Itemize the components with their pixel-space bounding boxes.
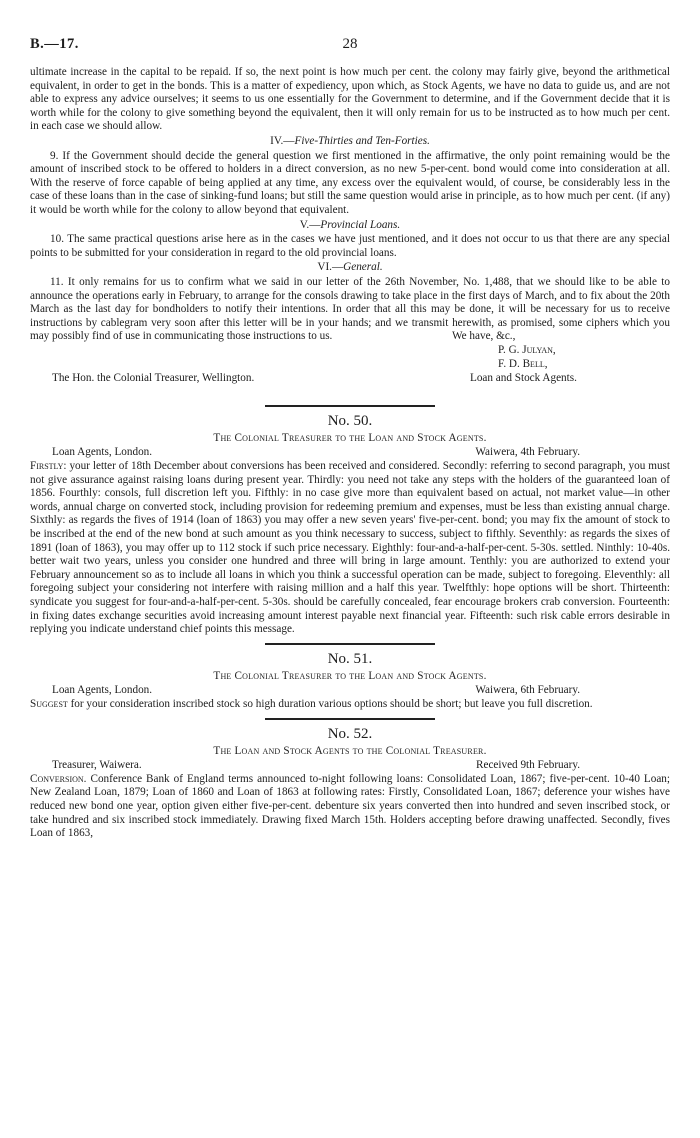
document-title: The Colonial Treasurer to the Loan and Stock Agents. [213, 431, 487, 444]
document-number: No. 52. [327, 725, 373, 742]
signatory-bell: F. D. Bell, [498, 357, 548, 370]
message-body [30, 773, 670, 841]
recipient: Loan Agents, London. [52, 446, 153, 459]
intro-paragraph: ultimate increase in the capital to be repaid. If so, the next point is how much per cent. the colony may fairly give, beyond the arithmetical equivalent, in order to get in the bonds. This is a matter of expediency, upon which, as Stock Agents, we have no data to guide us, and are not able to express any advice ourselves; it seems to us one essentially for the Government to determine, and if the Government decide that it is worth while for the colony to give something beyond the equivalent, then it will only remain for us to be instructed as to how much per cent. in each case we should allow. [30, 66, 670, 133]
section-heading-iv [30, 135, 670, 149]
section-heading-vi [30, 261, 670, 275]
closing-line: We have, &c., [452, 329, 516, 342]
message-lead: Suggest [30, 697, 68, 710]
page-body [30, 66, 670, 841]
document-number: No. 51. [327, 650, 373, 667]
divider-rule [265, 718, 435, 720]
section-number: VI.— [317, 261, 344, 274]
message-body [30, 460, 670, 637]
address-line [30, 446, 670, 460]
paragraph-10: 10. The same practical questions arise here as in the cases we have just mentioned, and it does not occur to us that there are any special points to be submitted for your consideration in regard to the old provincial loans. [30, 233, 670, 259]
page-number: 28 [342, 36, 358, 52]
message-lead: Conversion. [30, 772, 87, 785]
section-title: General. [343, 261, 383, 274]
message-text: for your consideration inscribed stock so high duration various options should be short; but leave you full discretion. [67, 697, 593, 710]
page-header [30, 36, 670, 56]
signatory-role: Loan and Stock Agents. [470, 371, 577, 384]
document-title: The Colonial Treasurer to the Loan and Stock Agents. [213, 669, 487, 682]
section-heading-v [30, 219, 670, 233]
section-title: Provincial Loans. [320, 218, 401, 231]
message-lead: Firstly: [30, 460, 67, 473]
signatory-julyan: P. G. Julyan, [498, 343, 556, 356]
place-date: Received 9th February. [476, 759, 580, 772]
section-title: Five-Thirties and Ten-Forties. [294, 134, 430, 147]
place-date: Waiwera, 6th February. [475, 684, 580, 697]
divider-rule [265, 405, 435, 407]
place-date: Waiwera, 4th February. [475, 446, 580, 459]
section-number: V.— [299, 218, 321, 231]
signature-block [30, 329, 670, 399]
paragraph-9: 9. If the Government should decide the general question we first mentioned in the affirmative, the only point remaining would be the amount of inscribed stock to be offered to holders in a direct conversion, as no new 5-per-cent. bond would come into consideration at all. With the reserve of force capable of being applied at any time, any excess over the equivalent would, of course, be considerably less in the case of these loans than in the case of sinking-fund loans; but still the same question would arise in principle, as to how much per cent. (if any) it would be worth while for the colony to allow beyond that equivalent. [30, 149, 670, 216]
message-body [30, 698, 670, 712]
divider-rule [265, 643, 435, 645]
recipient: Treasurer, Waiwera. [52, 759, 142, 772]
section-number: IV.— [270, 134, 295, 147]
paragraph-11: 11. It only remains for us to confirm what we said in our letter of the 26th November, No. 1,488, that we should like to be able to announce the operations early in February, to arrange for the consols drawing to take place in the first days of March, and to fix about the 20th March as the last day for bondholders to notify their intentions. In order that all this may be done, it will be necessary for us to receive instructions by cablegram very soon after this letter will be in your hands; and we transmit herewith, as promised, some ciphers which you may possibly find of use in communicating those instructions to us. [30, 275, 670, 343]
document-title: The Loan and Stock Agents to the Colonial Treasurer. [213, 744, 487, 757]
document-reference: B.—17. [30, 36, 79, 52]
recipient: Loan Agents, London. [52, 684, 153, 697]
addressee-line: The Hon. the Colonial Treasurer, Wellington. [52, 371, 255, 384]
message-text: Conference Bank of England terms announced to-night following loans: Consolidated Loan, 1867; five-per-cent. 10-40 Loan; New Zealand Loan, 1879; Loan of 1860 and Loan of 1863 at following rates: Firstly, Consolidated Loan, 1867; deference your wishes have reduced new bond one year, option given either five-per-cent. debenture six years converted then into hundred and seven inscribed stock, or take hundred and six inscribed stock immediately. Drawing fixed March 15th. Holders accepting before drawing unaffected. Secondly, fives Loan of 1863, [30, 772, 670, 840]
address-line [30, 684, 670, 698]
message-text: your letter of 18th December about conversions has been received and considered. Secondly: referring to second paragraph, you must not give assurance against raising loans during present year. Thirdly: you need not take any steps with the holders of the guaranteed loan of 1856. Fourthly: consols, full discretion left you. Fifthly: in no case give more than equivalent based on actual, not market value—in other words, annual charge on converted stock, including provision for redeeming premium and expenses, must be less than existing annual charge. Sixthly: as regards the fives of 1914 (loan of 1863) you may offer a new seven years' five-per-cent. bond; you may fix the amount of stock to be inscribed at the end of the new bond at such amount as you think necessary to success, subject to fifthly. Seventhly: as regards the sixes of 1891 (loan of 1863), you may offer up to 112 stock if such price necessary. Eighthly: four-and-a-half-per-cent. 5-30s. settled. Ninthly: 10-40s. better wait two years, unless you consider one hundred and three will bring in large amount. Tenthly: you are authorized to extend your February announcement so as to include all loans in which you think a successful operation can be made, subject to foregoing. Eleventhly: all foregoing subject your considering not interfere with raising million and a half this year. Twelfthly: hope options will be short. Thirteenth: syndicate you suggest for four-and-a-half-per-cent. 5-30s. should be carefully concealed, fear encourage brokers crab conversion. Fourteenth: in fixing dates exchange securities avoid increasing amount interest payable next financial year. Fifteenth: such risk cable errors desirable in replying you indicate understand chief points this message. [30, 460, 670, 636]
address-line [30, 759, 670, 773]
document-number: No. 50. [327, 412, 373, 429]
